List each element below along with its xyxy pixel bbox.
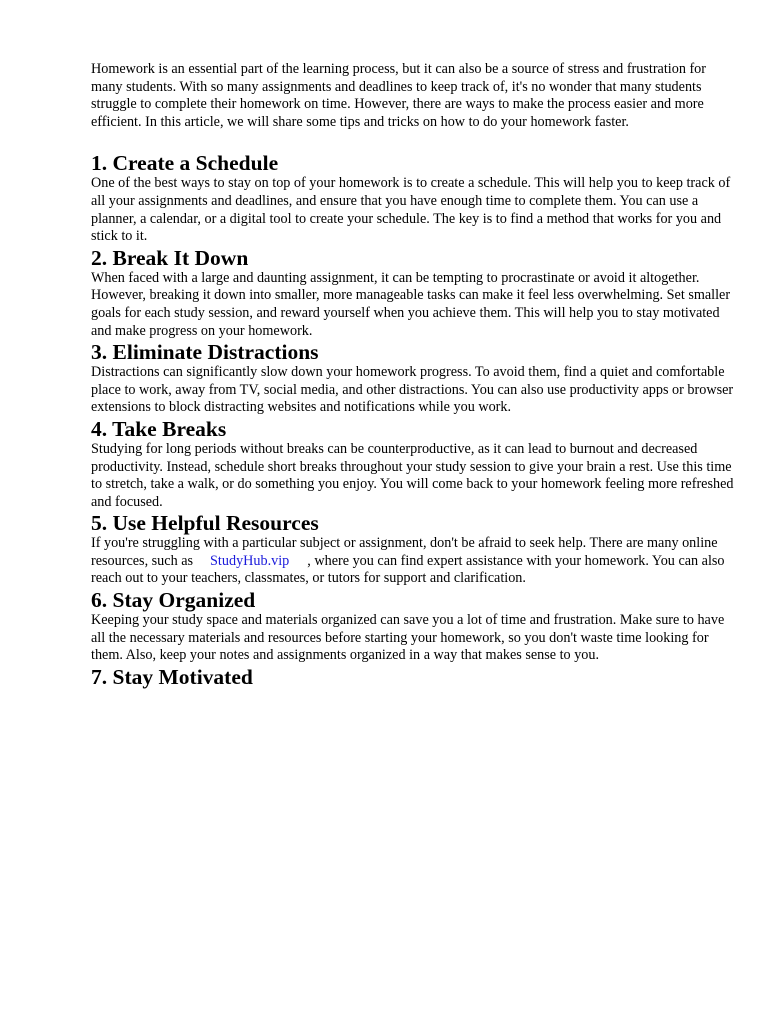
- resources-text-before: If you're struggling with a particular subject or assignment, don't be afraid to seek help. There are many online resources, such as: [91, 535, 718, 569]
- section-body-create-schedule: One of the best ways to stay on top of your homework is to create a schedule. This will help you to keep track of all your assignments and deadlines, and ensure that you have enough time to complete them. You can use a planner, a calendar, or a digital tool to create your schedule. The key is to find a method that works for you and stick to it.: [91, 175, 731, 245]
- section-heading-break-it-down: 2. Break It Down: [91, 245, 249, 270]
- section-body-take-breaks: Studying for long periods without breaks can be counterproductive, as it can lead to burnout and decreased productivity. Instead, schedule short breaks throughout your study session to give your brain a rest. Use this time to stretch, take a walk, or do something you enjoy. You will come back to your homework feeling more refreshed and focused.: [91, 440, 734, 510]
- section-heading-take-breaks: 4. Take Breaks: [91, 416, 227, 441]
- section-body-helpful-resources: [91, 535, 736, 588]
- studyhub-link[interactable]: StudyHub.vip: [210, 552, 290, 569]
- section-heading-helpful-resources: 5. Use Helpful Resources: [91, 511, 319, 536]
- section-heading-create-schedule: 1. Create a Schedule: [91, 151, 279, 176]
- section-heading-stay-organized: 6. Stay Organized: [91, 588, 256, 613]
- intro-paragraph: Homework is an essential part of the learning process, but it can also be a source of stress and frustration for many students. With so many assignments and deadlines to keep track of, it's no wonder that many students struggle to complete their homework on time. However, there are ways to make the process easier and more efficient. In this article, we will share some tips and tricks on how to do your homework faster.: [91, 61, 707, 130]
- section-heading-eliminate-distractions: 3. Eliminate Distractions: [91, 340, 319, 365]
- section-heading-stay-motivated: 7. Stay Motivated: [91, 664, 253, 689]
- section-body-break-it-down: When faced with a large and daunting assignment, it can be tempting to procrastinate or avoid it altogether. However, breaking it down into smaller, more manageable tasks can make it feel less overwhelming. Set smaller goals for each study session, and reward yourself when you achieve them. This will help you to stay motivated and make progress on your homework.: [91, 269, 731, 339]
- resources-text-after: , where you can find expert assistance with your homework. You can also reach out to your teachers, classmates, or tutors for support and clarification.: [91, 552, 725, 587]
- section-body-eliminate-distractions: Distractions can significantly slow down your homework progress. To avoid them, find a quiet and comfortable place to work, away from TV, social media, and other distractions. You can also use productivity apps or browser extensions to block distracting websites and notifications while you work.: [91, 364, 734, 416]
- section-body-stay-organized: Keeping your study space and materials organized can save you a lot of time and frustration. Make sure to have all the necessary materials and resources before starting your homework, so you don't waste time looking for them. Also, keep your notes and assignments organized in a way that makes sense to you.: [91, 612, 725, 664]
